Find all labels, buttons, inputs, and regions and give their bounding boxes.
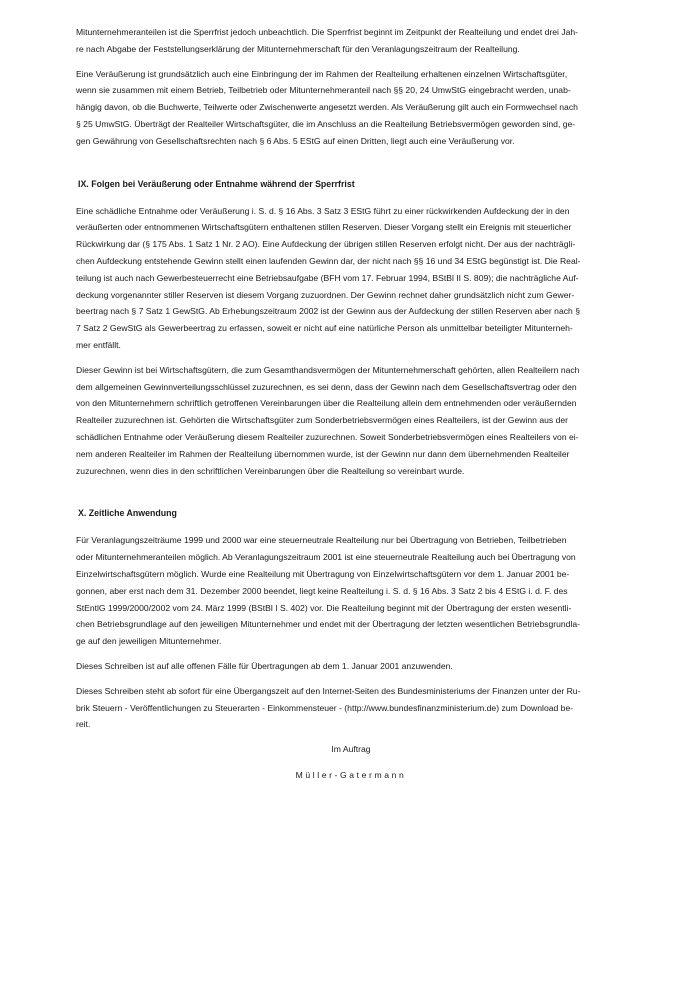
section-ix-paragraph-2 (76, 362, 626, 480)
text-line: Einzelwirtschaftsgütern möglich. Wurde eine Realteilung mit Übertragung von Einzelwirtschaftsgütern vor dem 1. Januar 2001 be- (76, 568, 570, 579)
text-line: Dieser Gewinn ist bei Wirtschaftsgütern, die zum Gesamthandsvermögen der Mitunternehmerschaft gehörten, allen Realteilern nach (76, 364, 580, 375)
text-line: Rückwirkung dar (§ 175 Abs. 1 Satz 1 Nr. 2 AO). Eine Aufdeckung der übrigen stillen Reserven erfolgt nicht. Der aus der nachträgli- (76, 239, 576, 250)
signature-name: Müller-Gatermann (295, 770, 407, 781)
text-line: chen Aufdeckung entstehende Gewinn stellt einen laufenden Gewinn dar, der nicht nach §§ 16 und 34 EStG begünstigt ist. Die Real- (76, 255, 581, 266)
text-line: StEntlG 1999/2000/2002 vom 24. März 1999 (BStBl I S. 402) vor. Die Realteilung beginnt mit der Übertragung der ersten wesentli- (76, 602, 572, 613)
text-line: zuzurechnen, wenn dies in den schriftlichen Vereinbarungen über die Realteilung so vereinbart wurde. (76, 465, 465, 476)
text-line: teilung ist auch nach Gewerbesteuerrecht eine Betriebsaufgabe (BFH vom 17. Februar 1994, BStBl II S. 809); die nachträgliche Auf- (76, 272, 579, 283)
intro-paragraph-1 (76, 24, 626, 58)
text-line: re nach Abgabe der Feststellungserklärung der Mitunternehmerschaft für den Veranlagungszeitraum der Realteilung. (76, 43, 520, 54)
text-line: von den Mitunternehmern schriftlich getroffenen Vereinbarungen über die Realteilung allein dem entnehmenden oder veräußernden (76, 398, 577, 409)
section-x-heading: X. Zeitliche Anwendung (78, 508, 177, 519)
text-line: gonnen, aber erst nach dem 31. Dezember 2000 beendet, liegt keine Realteilung i. S. d. § 16 Abs. 3 Satz 2 bis 4 EStG i. d. F. des (76, 585, 568, 596)
text-line: deckung vorgenannter stiller Reserven ist diesem Vorgang zuzuordnen. Der Gewinn rechnet daher grundsätzlich nicht zum Gewer- (76, 289, 575, 300)
section-ix-paragraph-1 (76, 203, 626, 354)
text-line: reit. (76, 719, 91, 730)
text-line: hängig davon, ob die Buchwerte, Teilwerte oder Zwischenwerte angesetzt werden. Als Veräußerung gilt auch ein Formwechsel nach (76, 102, 578, 113)
text-line: Dieses Schreiben steht ab sofort für eine Übergangszeit auf den Internet-Seiten des Bundesministeriums der Finanzen unter der Ru- (76, 685, 581, 696)
text-line: ge auf den jeweiligen Mitunternehmer. (76, 636, 222, 647)
im-auftrag-label: Im Auftrag (331, 744, 371, 755)
text-line: chen Betriebsgrundlage auf den jeweiligen Mitunternehmer und endet mit der Übertragung der letzten wesentlichen Betriebsgrundla- (76, 619, 580, 630)
text-line: schädlichen Entnahme oder Veräußerung diesem Realteiler zuzurechnen. Soweit Sonderbetriebsvermögen eines Realteilers von ei- (76, 431, 579, 442)
section-x-paragraph-3 (76, 683, 626, 733)
text-line: dem allgemeinen Gewinnverteilungsschlüssel zuzurechnen, es sei denn, dass der Gewinn nach dem Gesellschaftsvertrag oder den (76, 381, 577, 392)
text-line: wenn sie zusammen mit einem Betrieb, Teilbetrieb oder Mitunternehmeranteil nach §§ 20, 24 UmwStG eingebracht werden, unab- (76, 85, 571, 96)
section-ix-heading: IX. Folgen bei Veräußerung oder Entnahme während der Sperrfrist (78, 178, 355, 189)
text-line: Mitunternehmeranteilen ist die Sperrfrist jedoch unbeachtlich. Die Sperrfrist beginnt im Zeitpunkt der Realteilung und endet drei Jah- (76, 27, 579, 37)
section-x-paragraph-1 (76, 532, 626, 650)
document-page (76, 24, 626, 783)
text-line: nem anderen Realteiler im Rahmen der Realteilung übernommen wurde, ist der Gewinn nur dann dem übernehmenden Realteiler (76, 448, 570, 459)
text-line: oder Mitunternehmeranteilen möglich. Ab Veranlagungszeitraum 2001 ist eine steuerneutrale Realteilung auch bei Übertragung von (76, 552, 576, 563)
intro-paragraph-2 (76, 66, 626, 150)
text-line: § 25 UmwStG. Überträgt der Realteiler Wirtschaftsgüter, die im Anschluss an die Realteilung Betriebsvermögen geworden sind, ge- (76, 118, 576, 129)
text-line: beertrag nach § 7 Satz 1 GewStG. Ab Erhebungszeitraum 2002 ist der Gewinn aus der Aufdeckung der stillen Reserven aber nach § (76, 306, 580, 317)
text-line: Für Veranlagungszeiträume 1999 und 2000 war eine steuerneutrale Realteilung nur bei Übertragung von Betrieben, Teilbetrieben (76, 535, 567, 546)
text-line: 7 Satz 2 GewStG als Gewerbeertrag zu erfassen, soweit er nicht auf eine natürliche Person als unmittelbar beteiligter Mitunterneh- (76, 323, 573, 334)
text-line: brik Steuern - Veröffentlichungen zu Steuerarten - Einkommensteuer - (http://www.bundesfinanzministerium.de) zum Download be- (76, 702, 574, 713)
text-line: Realteiler zuzurechnen ist. Gehörten die Wirtschaftsgüter zum Sonderbetriebsvermögen eines Realteilers, ist der Gewinn aus der (76, 415, 568, 426)
section-x-paragraph-2 (76, 658, 626, 675)
text-line: Eine Veräußerung ist grundsätzlich auch eine Einbringung der im Rahmen der Realteilung erhaltenen einzelnen Wirtschaftsgüter, (76, 68, 568, 79)
text-line: gen Gewährung von Gesellschaftsrechten nach § 6 Abs. 5 EStG auf einen Dritten, liegt auch eine Veräußerung vor. (76, 135, 515, 146)
text-line: Dieses Schreiben ist auf alle offenen Fälle für Übertragungen ab dem 1. Januar 2001 anzuwenden. (76, 660, 453, 671)
text-line: Eine schädliche Entnahme oder Veräußerung i. S. d. § 16 Abs. 3 Satz 3 EStG führt zu einer rückwirkenden Aufdeckung der in den (76, 205, 570, 216)
text-line: veräußerten oder entnommenen Wirtschaftsgütern enthaltenen stillen Reserven. Dieser Vorgang stellt ein Ereignis mit steuerlicher (76, 222, 572, 233)
text-line: mer entfällt. (76, 339, 121, 350)
